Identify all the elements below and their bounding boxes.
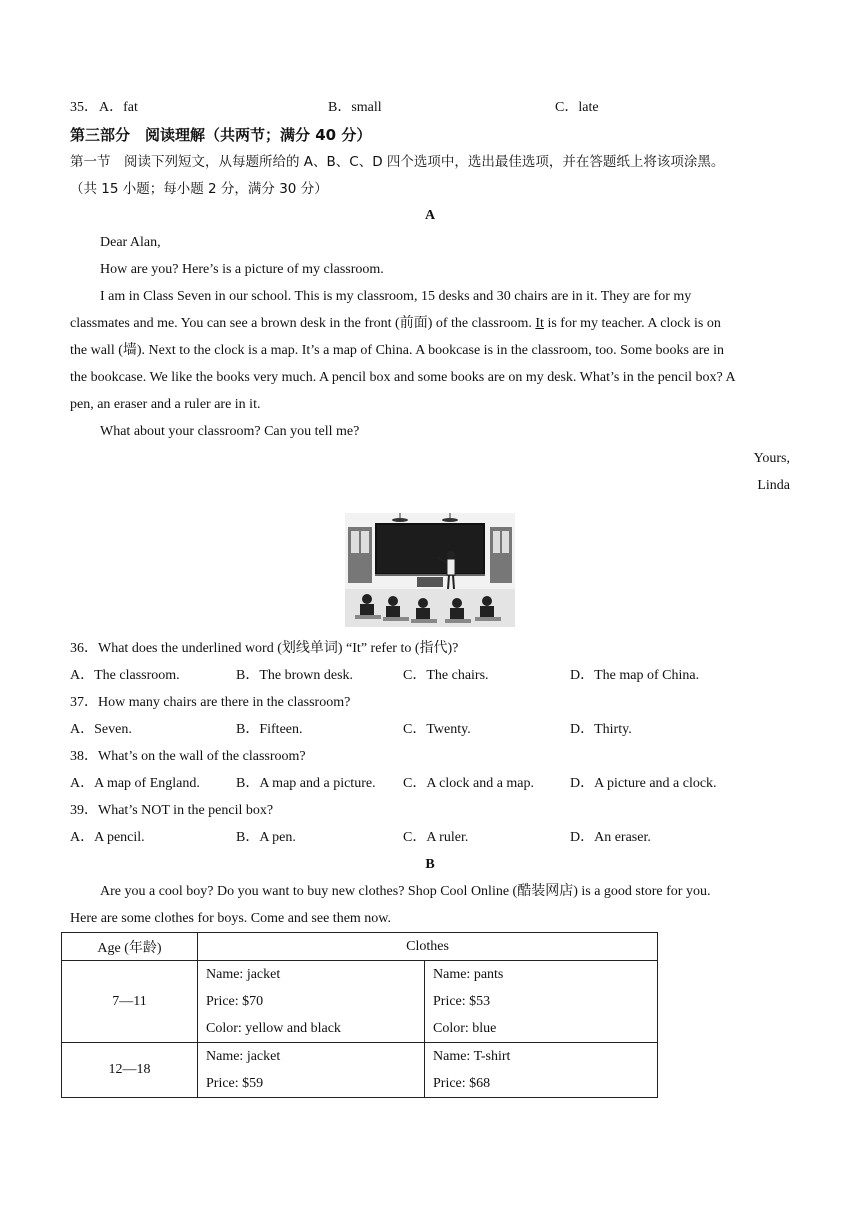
row-2-item-1-name: Name: jacket xyxy=(206,1049,281,1064)
header-age: Age (年龄) xyxy=(62,933,198,961)
passage-b-intro-line-1: Are you a cool boy? Do you want to buy new clothes? Shop Cool Online (酷装网店) is a good store for you. xyxy=(100,884,711,899)
q36-option-d: D．The map of China. xyxy=(570,668,700,683)
q37-option-b: B．Fifteen. xyxy=(236,722,303,737)
question-37: 37．How many chairs are there in the classroom? xyxy=(70,695,351,710)
question-36: 36．What does the underlined word (划线单词) “It” refer to (指代)? xyxy=(70,641,459,656)
q39-option-b: B．A pen. xyxy=(236,830,296,845)
q39-option-d: D．An eraser. xyxy=(570,830,651,845)
row-1-item-2-color: Color: blue xyxy=(433,1021,497,1036)
underlined-word-it: It xyxy=(535,316,544,331)
row-1-age: 7—11 xyxy=(62,961,198,1043)
letter-paragraph-1: How are you? Here’s is a picture of my classroom. xyxy=(100,262,384,277)
row-1-item-1-color: Color: yellow and black xyxy=(206,1021,341,1036)
row-1-item-2-price: Price: $53 xyxy=(433,994,491,1009)
letter-p2-line-2-pre: classmates and me. You can see a brown desk in the front (前面) of the classroom. xyxy=(70,316,536,331)
question-38: 38．What’s on the wall of the classroom? xyxy=(70,749,306,764)
table-row xyxy=(62,961,658,1043)
letter-p2-line-3: the wall (墙). Next to the clock is a map. It’s a map of China. A bookcase is in the classroom, too. Some books are in xyxy=(70,343,724,358)
q35-option-b: B．small xyxy=(328,100,382,115)
q39-option-c: C．A ruler. xyxy=(403,830,469,845)
clothes-table xyxy=(61,932,658,1098)
header-clothes: Clothes xyxy=(198,933,658,961)
letter-p2-line-2-post: is for my teacher. A clock is on xyxy=(543,316,721,331)
q35-option-c: C．late xyxy=(555,100,599,115)
table-row xyxy=(62,1043,658,1098)
row-1-item-1-name: Name: jacket xyxy=(206,967,281,982)
passage-b-intro-line-2: Here are some clothes for boys. Come and see them now. xyxy=(70,911,391,926)
letter-signature: Linda xyxy=(757,478,790,493)
letter-p2-line-2 xyxy=(70,315,721,333)
table-header-row xyxy=(62,933,658,961)
q35-option-a: A．fat xyxy=(99,100,138,115)
section1-instructions-line1: 第一节 阅读下列短文，从每题所给的 A、B、C、D 四个选项中，选出最佳选项，并在答题纸上将该项涂黑。 xyxy=(70,154,725,170)
row-2-item-2-price: Price: $68 xyxy=(433,1076,491,1091)
q37-option-c: C．Twenty. xyxy=(403,722,471,737)
q36-option-a: A．The classroom. xyxy=(70,668,180,683)
row-2-age: 12—18 xyxy=(62,1043,198,1098)
q36-option-c: C．The chairs. xyxy=(403,668,489,683)
row-2-item-2-name: Name: T-shirt xyxy=(433,1049,511,1064)
q37-option-a: A．Seven. xyxy=(70,722,132,737)
passage-b-label: B xyxy=(425,857,435,872)
question-39: 39．What’s NOT in the pencil box? xyxy=(70,803,274,818)
q38-option-d: D．A picture and a clock. xyxy=(570,776,717,791)
letter-p2-line-4: the bookcase. We like the books very much. A pencil box and some books are on my desk. What’s in the pencil box? A xyxy=(70,370,736,385)
letter-closing: Yours, xyxy=(753,451,790,466)
q38-option-a: A．A map of England. xyxy=(70,776,200,791)
part3-heading: 第三部分 阅读理解（共两节；满分 40 分） xyxy=(70,126,372,144)
row-1-item-2 xyxy=(425,961,658,1043)
row-2-item-2 xyxy=(425,1043,658,1098)
letter-p2-line-1: I am in Class Seven in our school. This is my classroom, 15 desks and 30 chairs are in it. They are for my xyxy=(100,289,692,304)
q39-option-a: A．A pencil. xyxy=(70,830,145,845)
q37-option-d: D．Thirty. xyxy=(570,722,632,737)
row-2-item-1 xyxy=(198,1043,425,1098)
row-1-item-2-name: Name: pants xyxy=(433,967,504,982)
passage-a-label: A xyxy=(424,208,436,223)
letter-paragraph-3: What about your classroom? Can you tell me? xyxy=(100,424,360,439)
q36-option-b: B．The brown desk. xyxy=(236,668,354,683)
classroom-picture xyxy=(345,513,515,627)
row-1-item-1-price: Price: $70 xyxy=(206,994,264,1009)
q38-option-b: B．A map and a picture. xyxy=(236,776,376,791)
letter-greeting: Dear Alan, xyxy=(100,235,161,250)
q35-number: 35． xyxy=(70,100,98,115)
row-2-item-1-price: Price: $59 xyxy=(206,1076,264,1091)
q38-option-c: C．A clock and a map. xyxy=(403,776,535,791)
row-1-item-1 xyxy=(198,961,425,1043)
letter-p2-line-5: pen, an eraser and a ruler are in it. xyxy=(70,397,261,412)
section1-instructions-line2: （共 15 小题；每小题 2 分，满分 30 分） xyxy=(70,181,328,197)
